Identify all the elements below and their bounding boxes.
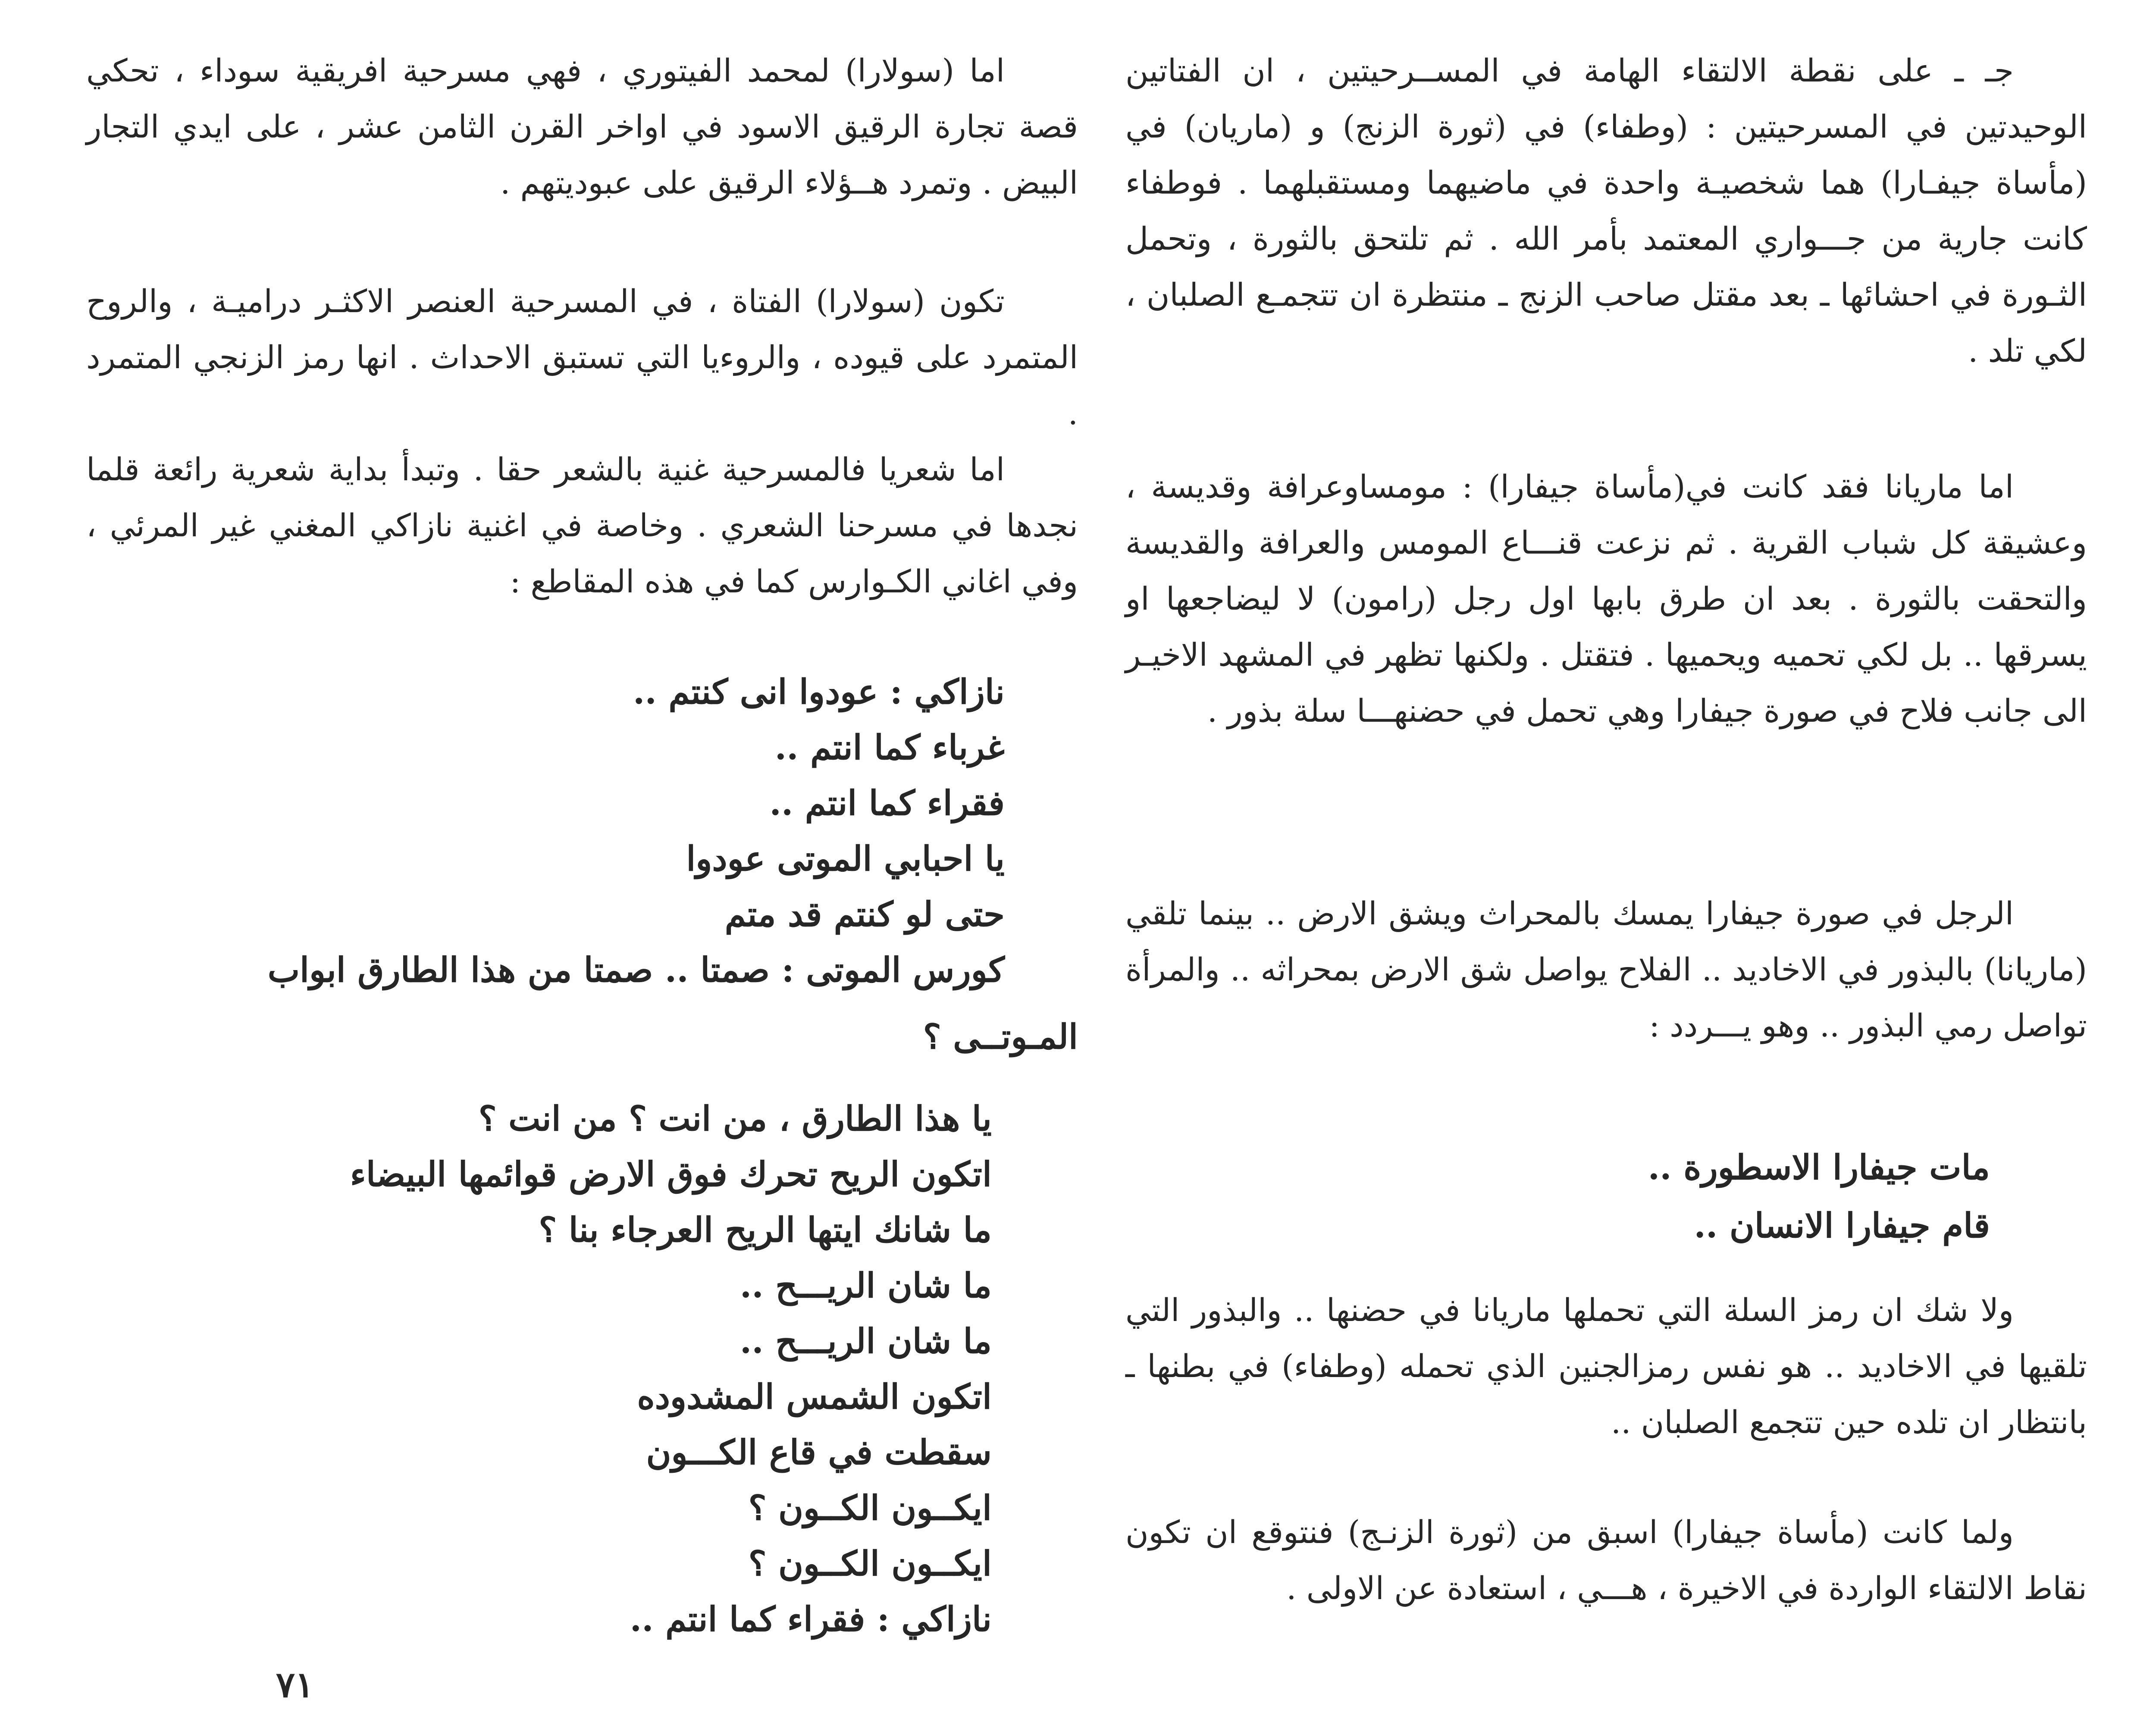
verse-line: يا احبابي الموتى عودوا [686, 839, 1005, 879]
verse-line: فقراء كما انتم .. [769, 783, 1005, 823]
verse-line: ايكــون الكــون ؟ [748, 1488, 992, 1528]
left-paragraph-1: اما (سولارا) لمحمد الفيتوري ، فهي مسرحية افريقية سوداء ، تحكي قصة تجارة الرقيق الاسود في اواخر القرن الثامن عشر ، على ايدي التجار البيض . وتمرد هــؤلاء الرقيق على عبوديتهم . [86, 53, 1078, 201]
right-paragraph-3: الرجل في صورة جيفارا يمسك بالمحراث ويشق الارض .. بينما تلقي (ماريانا) بالبذور في الاخاديد .. الفلاح يواصل شق الارض بمحراثه .. والمرأة تواصل رمي البذور .. وهو يـــردد : [1125, 895, 2087, 1044]
verse-line: حتى لو كنتم قد متم [724, 894, 1005, 934]
verse-line: مات جيفارا الاسطورة .. [1648, 1147, 1990, 1187]
verse-line: ما شانك ايتها الريح العرجاء بنا ؟ [539, 1210, 992, 1250]
right-paragraph-5: ولما كانت (مأساة جيفارا) اسبق من (ثورة الزنـج) فنتوقع ان تكون نقاط الالتقاء الواردة في الاخيرة ، هـــي ، استعادة عن الاولى . [1125, 1514, 2087, 1607]
left-paragraph-2: تكون (سولارا) الفتاة ، في المسرحية العنصر الاكثـر دراميـة ، والروح المتمرد على قيوده ، والروءيا التي تستبق الاحداث . انها رمز الزنجي المتمرد . [86, 283, 1078, 432]
right-page [1125, 34, 2087, 1707]
verse-line: نازاكي : فقراء كما انتم .. [630, 1599, 992, 1639]
verse-line: غرباء كما انتم .. [774, 727, 1005, 767]
left-paragraph-3: اما شعريا فالمسرحية غنية بالشعر حقا . وتبدأ بداية شعرية رائعة قلما نجدها في مسرحنا الشعري . وخاصة في اغنية نازاكي المغني غير المرئي ، وفي اغاني الكـوارس كما في هذه المقاطع : [86, 451, 1078, 600]
verse-line-continuation: المـوتــى ؟ [923, 1017, 1078, 1057]
verse-line: يا هذا الطارق ، من انت ؟ من انت ؟ [478, 1099, 992, 1139]
verse-line: ما شان الريـــح .. [740, 1321, 992, 1361]
verse-line: قام جيفارا الانسان .. [1694, 1205, 1990, 1246]
verse-line: نازاكي : عودوا انى كنتم .. [633, 672, 1005, 712]
verse-line: اتكون الشمس المشدوده [637, 1377, 992, 1417]
verse-line: ما شان الريـــح .. [740, 1265, 992, 1305]
right-paragraph-2: اما ماريانا فقد كانت في(مأساة جيفارا) : مومساوعرافة وقديسة ، وعشيقة كل شباب القرية . ثم نزعت قنـــاع المومس والعرافة والقديسة والتحقت بالثورة . بعد ان طرق بابها اول رجل (رامون) لا ليضاجعها او يسرقها .. بل لكي تحميه ويحميها . فتقتل . ولكنها تظهر في المشهد الاخيـر الى جانب فلاح في صورة جيفارا وهي تحمل في حضنهـــا سلة بذور . [1125, 469, 2087, 729]
right-paragraph-4: ولا شك ان رمز السلة التي تحملها ماريانا في حضنها .. والبذور التي تلقيها في الاخاديد .. هو نفس رمزالجنين الذي تحمله (وطفاء) في بطنها ـ بانتظار ان تلده حين تتجمع الصلبان .. [1125, 1292, 2087, 1441]
verse-line: كورس الموتى : صمتا .. صمتا من هذا الطارق ابواب [267, 950, 1005, 990]
left-page [86, 34, 1078, 1707]
verse-line: سقطت في قاع الكـــون [646, 1432, 992, 1472]
verse-block-3 [1125, 1138, 1990, 1255]
page-number: ٧١ [276, 1664, 314, 1706]
verse-block-1 [86, 664, 1005, 998]
verse-line: ايكــون الكــون ؟ [748, 1543, 992, 1584]
right-paragraph-1: جـ ـ على نقطة الالتقاء الهامة في المســرحيتين ، ان الفتاتين الوحيدتين في المسرحيتين : (وطفاء) في (ثورة الزنج) و (ماريان) في (مأساة جيفـارا) هما شخصيـة واحدة في ماضيهما ومستقبلهما . فوطفاء كانت جارية من جـــواري المعتمد بأمر الله . ثم تلتحق بالثورة ، وتحمل الثـورة في احشائها ـ بعد مقتل صاحب الزنج ـ منتظرة ان تتجمـع الصلبان ، لكي تلد . [1125, 53, 2087, 369]
verse-block-2 [86, 1091, 992, 1647]
verse-line: اتكون الريح تحرك فوق الارض قوائمها البيضاء [350, 1154, 992, 1194]
